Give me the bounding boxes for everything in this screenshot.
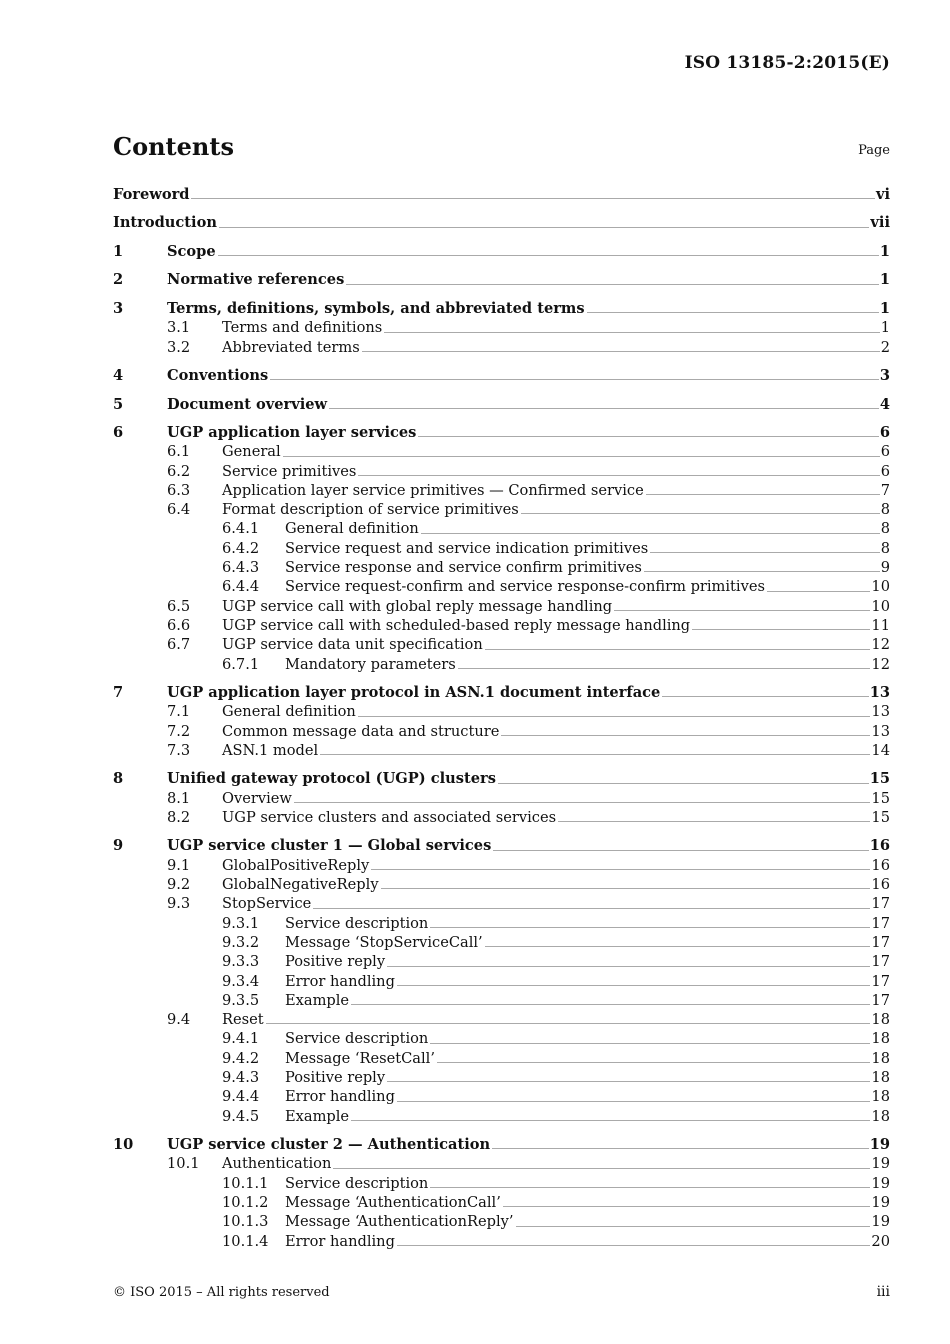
toc-dot-leader <box>493 850 868 851</box>
toc-entry-page: 17 <box>871 914 890 932</box>
toc-entry-number: 7 <box>113 684 124 702</box>
toc-entry-number: 6.4.1 <box>222 520 260 538</box>
toc-entry[interactable] <box>113 894 890 913</box>
toc-entry-title: Service description <box>285 914 429 932</box>
toc-dot-leader <box>381 888 871 889</box>
toc-entry[interactable] <box>113 655 890 674</box>
toc-entry-number: 6.5 <box>167 597 191 615</box>
toc-entry[interactable] <box>113 597 890 616</box>
toc-entry[interactable] <box>113 1135 890 1154</box>
toc-dot-leader <box>558 821 870 822</box>
toc-entry[interactable] <box>113 338 890 357</box>
toc-dot-leader <box>329 408 879 409</box>
toc-entry-title: Terms and definitions <box>222 319 383 337</box>
toc-entry[interactable] <box>113 616 890 635</box>
toc-entry-title: Common message data and structure <box>222 722 500 740</box>
toc-dot-leader <box>437 1062 870 1063</box>
toc-entry[interactable] <box>113 299 890 318</box>
toc-entry-page: 2 <box>880 338 890 356</box>
toc-entry-page: 16 <box>869 837 890 855</box>
toc-entry-number: 3.1 <box>167 319 191 337</box>
toc-entry-page: 10 <box>871 578 890 596</box>
toc-dot-leader <box>270 379 879 380</box>
toc-dot-leader <box>387 1081 870 1082</box>
toc-entry-page: 1 <box>879 271 890 289</box>
toc-dot-leader <box>266 1023 871 1024</box>
toc-entry-title: Message ‘AuthenticationCall’ <box>285 1194 501 1212</box>
toc-dot-leader <box>587 312 879 313</box>
toc-entry[interactable] <box>113 462 890 481</box>
toc-entry-title: Foreword <box>113 186 190 203</box>
toc-dot-leader <box>430 927 870 928</box>
toc-entry-page: 13 <box>869 684 890 702</box>
toc-dot-leader <box>485 649 871 650</box>
toc-entry[interactable] <box>113 972 890 991</box>
toc-dot-leader <box>430 1187 870 1188</box>
toc-entry-page: 8 <box>880 520 890 538</box>
toc-entry-page: 19 <box>871 1213 890 1231</box>
toc-dot-leader <box>492 1148 869 1149</box>
toc-dot-leader <box>646 494 880 495</box>
toc-entry-title: UGP application layer services <box>167 423 417 441</box>
toc-entry-page: vii <box>870 214 890 232</box>
toc-entry-page: 20 <box>871 1232 890 1250</box>
toc-entry-title: Example <box>285 991 350 1009</box>
toc-entry-number: 9.1 <box>167 856 191 874</box>
toc-dot-leader <box>191 198 875 199</box>
toc-entry-number: 9.2 <box>167 876 191 894</box>
toc-dot-leader <box>397 985 870 986</box>
toc-entry[interactable] <box>113 1068 890 1087</box>
toc-entry[interactable] <box>113 213 890 232</box>
toc-dot-leader <box>430 1043 870 1044</box>
toc-entry-title: Overview <box>222 789 292 807</box>
toc-entry-title: General definition <box>285 520 419 538</box>
toc-entry-number: 6.4 <box>167 501 191 519</box>
toc-entry-page: 13 <box>871 703 890 721</box>
toc-entry-page: 18 <box>871 1069 890 1087</box>
toc-entry-number: 3.2 <box>167 338 191 356</box>
toc-entry-page: 1 <box>879 299 890 317</box>
toc-entry-number: 10.1.4 <box>222 1232 269 1250</box>
toc-dot-leader <box>397 1245 870 1246</box>
toc-entry[interactable] <box>113 539 890 558</box>
toc-entry[interactable] <box>113 1087 890 1106</box>
toc-dot-leader <box>521 513 880 514</box>
toc-entry[interactable] <box>113 318 890 337</box>
toc-entry[interactable] <box>113 722 890 741</box>
toc-entry-page: 19 <box>869 1136 890 1154</box>
toc-entry-title: Error handling <box>285 972 395 990</box>
toc-entry[interactable] <box>113 808 890 827</box>
toc-entry-number: 9.4 <box>167 1011 191 1029</box>
toc-entry-page: 12 <box>871 636 890 654</box>
footer-page-number: iii <box>876 1284 890 1300</box>
toc-dot-leader <box>333 1168 870 1169</box>
toc-entry-number: 8.1 <box>167 789 191 807</box>
toc-dot-leader <box>358 475 879 476</box>
toc-entry[interactable] <box>113 1212 890 1231</box>
toc-entry-number: 6.2 <box>167 462 191 480</box>
toc-entry[interactable] <box>113 991 890 1010</box>
toc-entry-number: 1 <box>113 242 124 260</box>
toc-dot-leader <box>397 1101 870 1102</box>
toc-entry-page: 17 <box>871 972 890 990</box>
toc-entry-page: 10 <box>871 597 890 615</box>
toc-entry-title: Error handling <box>285 1088 395 1106</box>
toc-entry[interactable] <box>113 577 890 596</box>
document-code: ISO 13185-2:2015(E) <box>684 53 890 73</box>
toc-entry-title: Scope <box>167 242 216 260</box>
toc-dot-leader <box>218 255 879 256</box>
toc-entry-page: 19 <box>871 1174 890 1192</box>
toc-entry-title: General definition <box>222 703 356 721</box>
toc-dot-leader <box>371 869 870 870</box>
toc-entry-page: 15 <box>869 770 890 788</box>
toc-entry-title: Reset <box>222 1011 264 1029</box>
toc-entry[interactable] <box>113 952 890 971</box>
toc-entry-number: 5 <box>113 395 124 413</box>
toc-entry-title: Service response and service confirm primitives <box>285 559 642 577</box>
toc-entry[interactable] <box>113 856 890 875</box>
toc-entry[interactable] <box>113 789 890 808</box>
toc-entry-page: 16 <box>871 876 890 894</box>
toc-entry-page: 12 <box>871 655 890 673</box>
toc-entry-title: UGP service call with global reply message handling <box>222 597 613 615</box>
toc-entry-title: StopService <box>222 895 312 913</box>
toc-entry-number: 9.4.1 <box>222 1030 260 1048</box>
toc-entry-number: 9.3.2 <box>222 933 260 951</box>
toc-dot-leader <box>485 946 871 947</box>
toc-dot-leader <box>320 754 870 755</box>
toc-entry-title: Unified gateway protocol (UGP) clusters <box>167 770 496 788</box>
toc-dot-leader <box>283 456 880 457</box>
toc-entry-page: 17 <box>871 933 890 951</box>
toc-entry-page: 18 <box>871 1011 890 1029</box>
toc-entry-title: Service request and service indication primitives <box>285 539 649 557</box>
toc-entry-number: 6.6 <box>167 616 191 634</box>
toc-entry[interactable] <box>113 558 890 577</box>
toc-entry-number: 9.4.2 <box>222 1049 260 1067</box>
toc-entry-number: 6.4.3 <box>222 559 260 577</box>
toc-entry-page: 11 <box>871 616 890 634</box>
toc-entry-title: General <box>222 443 281 461</box>
toc-entry-number: 2 <box>113 271 124 289</box>
toc-dot-leader <box>346 284 879 285</box>
toc-entry-page: 16 <box>871 856 890 874</box>
toc-entry-title: UGP service clusters and associated services <box>222 809 557 826</box>
toc-entry-title: Mandatory parameters <box>285 655 456 673</box>
toc-entry-title: Message ‘AuthenticationReply’ <box>285 1213 514 1231</box>
toc-entry-page: 17 <box>871 991 890 1009</box>
toc-entry-page: 18 <box>871 1049 890 1067</box>
toc-entry-number: 10 <box>113 1136 134 1154</box>
toc-entry[interactable] <box>113 1029 890 1048</box>
toc-entry[interactable] <box>113 1193 890 1212</box>
toc-entry-title: Application layer service primitives — Confirmed service <box>222 481 644 499</box>
toc-entry-title: Format description of service primitives <box>222 501 519 519</box>
toc-entry-number: 7.2 <box>167 722 191 740</box>
toc-entry-number: 4 <box>113 367 124 385</box>
table-of-contents <box>113 185 890 1251</box>
toc-entry-title: Example <box>285 1107 350 1125</box>
toc-entry-page: 18 <box>871 1107 890 1125</box>
toc-entry[interactable] <box>113 270 890 289</box>
contents-title: Contents <box>113 132 234 161</box>
toc-entry-page: 15 <box>871 789 890 807</box>
toc-dot-leader <box>501 735 870 736</box>
toc-entry-title: Service request-confirm and service response-confirm primitives <box>285 578 765 596</box>
toc-entry[interactable] <box>113 500 890 519</box>
toc-dot-leader <box>362 351 880 352</box>
toc-entry-number: 9.3 <box>167 895 191 913</box>
toc-dot-leader <box>421 533 880 534</box>
toc-entry-page: 19 <box>871 1155 890 1173</box>
toc-entry[interactable] <box>113 1010 890 1029</box>
toc-entry[interactable] <box>113 185 890 204</box>
toc-dot-leader <box>644 571 880 572</box>
toc-dot-leader <box>503 1206 871 1207</box>
toc-entry-page: 7 <box>880 481 890 499</box>
toc-entry-number: 7.1 <box>167 703 191 721</box>
toc-entry[interactable] <box>113 741 890 760</box>
toc-entry[interactable] <box>113 1107 890 1126</box>
toc-entry-page: 17 <box>871 953 890 971</box>
toc-entry-number: 6 <box>113 423 124 441</box>
toc-entry[interactable] <box>113 875 890 894</box>
toc-entry-page: 6 <box>880 443 890 461</box>
toc-entry-title: GlobalNegativeReply <box>222 876 379 894</box>
toc-entry-title: Conventions <box>167 367 269 385</box>
toc-entry[interactable] <box>113 914 890 933</box>
toc-entry-title: Terms, definitions, symbols, and abbreviated terms <box>167 299 585 317</box>
toc-entry-number: 6.4.2 <box>222 539 260 557</box>
toc-entry[interactable] <box>113 423 890 442</box>
toc-entry-page: 3 <box>879 367 890 385</box>
toc-dot-leader <box>692 629 870 630</box>
toc-dot-leader <box>387 966 870 967</box>
toc-dot-leader <box>662 696 868 697</box>
toc-dot-leader <box>351 1004 870 1005</box>
toc-entry[interactable] <box>113 395 890 414</box>
toc-entry-number: 6.1 <box>167 443 191 461</box>
toc-dot-leader <box>614 610 870 611</box>
toc-entry-title: Positive reply <box>285 953 386 971</box>
footer-copyright: © ISO 2015 – All rights reserved <box>113 1285 330 1300</box>
toc-dot-leader <box>313 908 870 909</box>
toc-entry-page: vi <box>875 186 890 203</box>
toc-entry-title: Abbreviated terms <box>222 338 360 356</box>
toc-entry-title: Service primitives <box>222 462 357 480</box>
toc-entry-number: 3 <box>113 299 124 317</box>
toc-entry-title: ASN.1 model <box>222 741 319 759</box>
toc-entry-title: Introduction <box>113 214 217 232</box>
toc-dot-leader <box>294 802 871 803</box>
toc-entry-number: 10.1.1 <box>222 1174 269 1192</box>
toc-entry[interactable] <box>113 1049 890 1068</box>
toc-entry[interactable] <box>113 366 890 385</box>
toc-entry-page: 4 <box>879 395 890 413</box>
toc-entry[interactable] <box>113 442 890 461</box>
toc-entry-title: UGP service call with scheduled-based reply message handling <box>222 616 691 634</box>
toc-entry-title: Service description <box>285 1030 429 1048</box>
toc-dot-leader <box>767 591 870 592</box>
toc-entry[interactable] <box>113 769 890 788</box>
toc-entry-number: 9 <box>113 837 124 855</box>
toc-entry[interactable] <box>113 519 890 538</box>
toc-entry-number: 9.4.4 <box>222 1088 260 1106</box>
toc-entry-page: 13 <box>871 722 890 740</box>
toc-entry[interactable] <box>113 242 890 261</box>
toc-dot-leader <box>418 436 878 437</box>
toc-dot-leader <box>384 332 879 333</box>
toc-entry[interactable] <box>113 481 890 500</box>
toc-entry-page: 14 <box>871 741 890 759</box>
page-column-label: Page <box>858 143 890 158</box>
toc-entry-number: 10.1.2 <box>222 1194 269 1212</box>
toc-entry-page: 6 <box>879 423 890 441</box>
toc-entry[interactable] <box>113 1232 890 1251</box>
toc-entry-number: 10.1 <box>167 1155 200 1173</box>
toc-dot-leader <box>650 552 880 553</box>
toc-entry[interactable] <box>113 635 890 654</box>
toc-entry-number: 9.3.1 <box>222 914 260 932</box>
toc-entry-number: 6.7.1 <box>222 655 260 673</box>
toc-entry-number: 9.3.3 <box>222 953 260 971</box>
toc-entry-title: Message ‘StopServiceCall’ <box>285 933 483 951</box>
toc-entry-page: 8 <box>880 539 890 557</box>
toc-entry[interactable] <box>113 683 890 702</box>
toc-entry-title: UGP application layer protocol in ASN.1 document interface <box>167 684 661 702</box>
toc-entry-page: 8 <box>880 501 890 519</box>
toc-entry-page: 6 <box>880 462 890 480</box>
toc-entry-number: 7.3 <box>167 741 191 759</box>
toc-entry-number: 6.3 <box>167 481 191 499</box>
toc-entry-title: UGP service cluster 1 — Global services <box>167 837 492 855</box>
toc-entry-page: 1 <box>880 319 890 337</box>
toc-entry-number: 9.4.3 <box>222 1069 260 1087</box>
toc-entry-page: 18 <box>871 1088 890 1106</box>
toc-entry-number: 6.7 <box>167 636 191 654</box>
toc-entry-title: Document overview <box>167 395 328 413</box>
toc-entry[interactable] <box>113 1154 890 1173</box>
toc-dot-leader <box>498 783 869 784</box>
toc-entry-page: 19 <box>871 1194 890 1212</box>
toc-entry-page: 17 <box>871 895 890 913</box>
toc-entry-title: Error handling <box>285 1232 395 1250</box>
toc-entry-number: 10.1.3 <box>222 1213 269 1231</box>
toc-entry-number: 8 <box>113 770 124 788</box>
toc-entry-title: UGP service data unit specification <box>222 636 483 654</box>
toc-entry-title: Positive reply <box>285 1069 386 1087</box>
toc-entry[interactable] <box>113 702 890 721</box>
toc-entry-title: UGP service cluster 2 — Authentication <box>167 1136 491 1154</box>
toc-entry-number: 9.4.5 <box>222 1107 260 1125</box>
toc-entry-page: 15 <box>871 809 890 826</box>
toc-entry-number: 8.2 <box>167 809 191 826</box>
toc-entry[interactable] <box>113 933 890 952</box>
toc-entry[interactable] <box>113 1174 890 1193</box>
toc-dot-leader <box>358 716 871 717</box>
toc-entry-page: 18 <box>871 1030 890 1048</box>
toc-entry-title: Authentication <box>222 1155 332 1173</box>
toc-entry-page: 1 <box>879 242 890 260</box>
toc-entry-number: 9.3.4 <box>222 972 260 990</box>
toc-entry-title: Service description <box>285 1174 429 1192</box>
toc-dot-leader <box>458 668 871 669</box>
toc-dot-leader <box>516 1226 871 1227</box>
toc-entry-number: 6.4.4 <box>222 578 260 596</box>
toc-entry-title: Message ‘ResetCall’ <box>285 1049 435 1067</box>
toc-entry-page: 9 <box>880 559 890 577</box>
toc-entry-title: Normative references <box>167 271 345 289</box>
toc-entry-number: 9.3.5 <box>222 991 260 1009</box>
toc-entry-title: GlobalPositiveReply <box>222 856 370 874</box>
toc-entry[interactable] <box>113 836 890 855</box>
toc-dot-leader <box>351 1120 870 1121</box>
toc-dot-leader <box>219 227 869 228</box>
